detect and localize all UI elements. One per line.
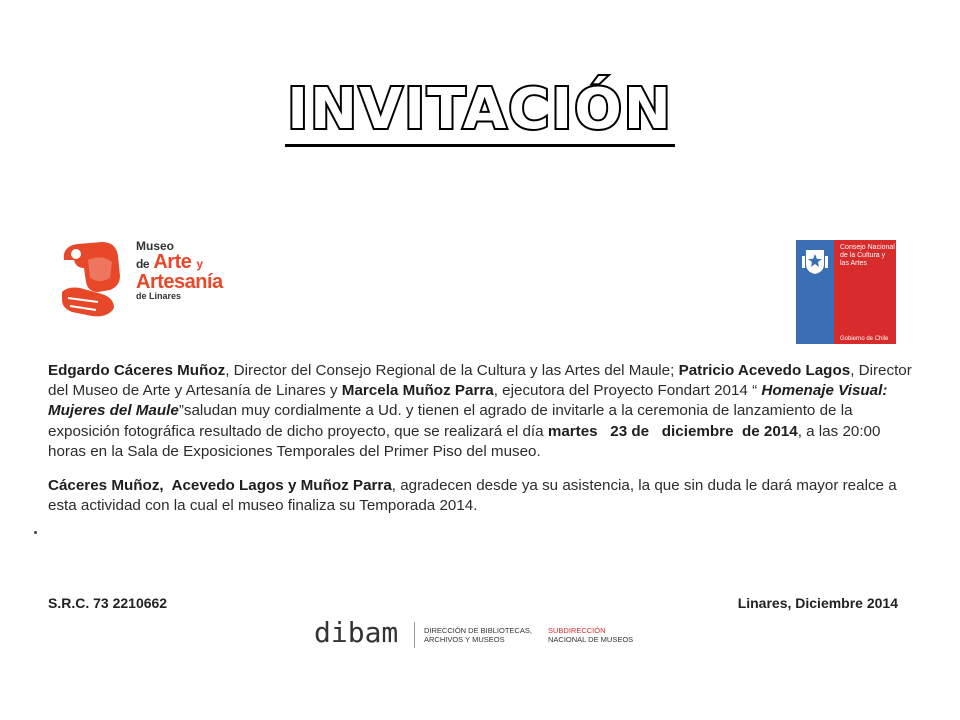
- paragraph-1: [48, 361, 914, 462]
- museo-line2-de: de: [136, 257, 150, 271]
- consejo-footer: Gobierno de Chile: [840, 336, 889, 342]
- name-acevedo: Patricio Acevedo Lagos: [678, 362, 851, 379]
- p1-text-3: , ejecutora del Proyecto Fondart 2014 “: [493, 382, 762, 400]
- dibam-sub2: NACIONAL DE MUSEOS: [548, 635, 634, 644]
- p1-text-4: ”saludan muy cordialmente a Ud. y tienen el agrado de invitarle a la ceremonia de lanzamiento de la exposición fotográfica resultado de dicho proyecto, que se realizará el día: [48, 402, 853, 440]
- place-date: Linares, Diciembre 2014: [737, 595, 898, 611]
- dibam-direction: [424, 626, 532, 644]
- name-munoz: Marcela Muñoz Parra: [341, 382, 494, 400]
- consejo-logo: [796, 240, 896, 344]
- dibam-subdirection: [548, 626, 633, 644]
- p1-text-5: , a las 20:00 horas en la Sala de Exposiciones Temporales del Primer Piso del museo.: [48, 422, 881, 460]
- dibam-separator: [414, 622, 415, 648]
- title-wrap: [0, 78, 960, 147]
- name-caceres: Edgardo Cáceres Muñoz: [48, 362, 226, 379]
- dibam-line1: DIRECCIÓN DE BIBLIOTECAS,: [424, 626, 532, 635]
- museo-line2-y: y: [196, 257, 203, 271]
- dibam-line2: ARCHIVOS Y MUSEOS: [424, 635, 505, 644]
- museo-logo-text: [136, 240, 223, 301]
- event-date: martes 23 de diciembre de 2014: [547, 422, 798, 440]
- museo-line1: Museo: [136, 239, 175, 253]
- museo-line3: Artesanía: [136, 271, 223, 293]
- museo-line4: de Linares: [136, 291, 182, 301]
- museo-line2-arte: Arte: [153, 251, 192, 273]
- consejo-text: Consejo Nacional de la Cultura y las Artes: [840, 244, 895, 267]
- src-code: S.R.C. 73 2210662: [48, 595, 168, 611]
- paragraph-2: [48, 476, 914, 516]
- p2-text: , agradecen desde ya su asistencia, la que sin duda le dará mayor realce a esta actividad con la cual el museo finaliza su Temporada 2014.: [48, 477, 897, 515]
- p1-text-2: , Director del Museo de Arte y Artesanía de Linares y: [48, 362, 912, 400]
- invitation-body: [48, 361, 914, 516]
- p1-text-1: , Director del Consejo Regional de la Cultura y las Artes del Maule;: [225, 362, 679, 379]
- dibam-sub1: SUBDIRECCIÓN: [548, 626, 606, 635]
- page-title: INVITACIÓN: [285, 78, 674, 147]
- dibam-word: dibam: [314, 616, 399, 649]
- project-title: Homenaje Visual: Mujeres del Maule: [48, 382, 888, 420]
- p2-names: Cáceres Muñoz, Acevedo Lagos y Muñoz Parra: [48, 477, 392, 495]
- museo-logo-icon: [58, 238, 134, 322]
- chile-coat-of-arms-icon: [800, 246, 830, 276]
- stray-dot: [34, 531, 37, 534]
- museo-logo: [58, 238, 228, 322]
